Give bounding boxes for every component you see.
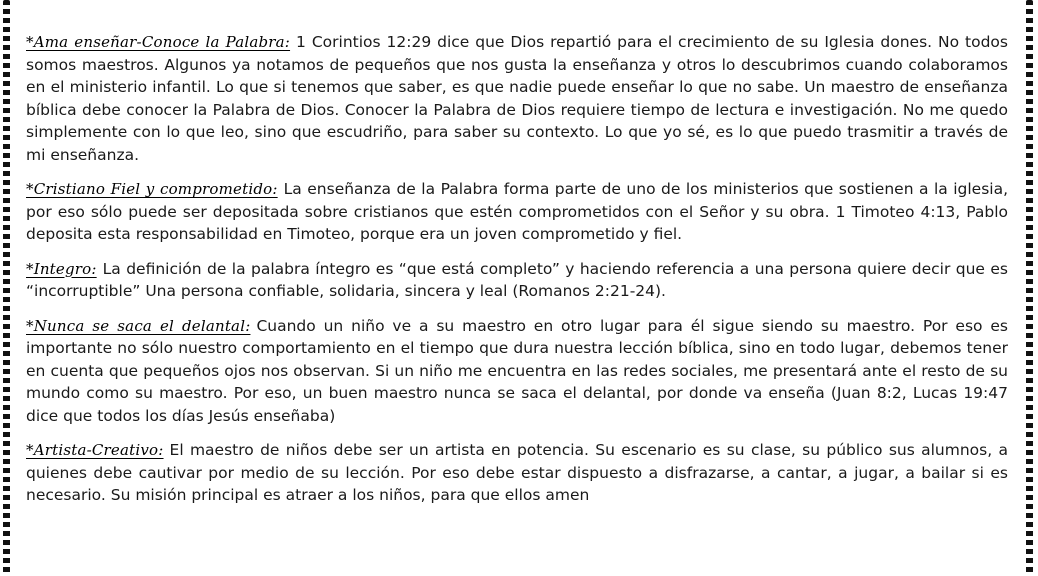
section-nunca-se-saca (26, 315, 1008, 428)
section-text: La definición de la palabra íntegro es “que está completo” y haciendo referencia a una persona quiere decir que es “incorruptible” Una persona confiable, solidaria, sincera y leal (Romanos 2:21-24). (26, 259, 1008, 300)
section-text: El maestro de niños debe ser un artista en potencia. Su escenario es su clase, su público sus alumnos, a quienes debe cautivar por medio de su lección. Por eso debe estar dispuesto a disfrazarse, a cantar, a jugar, a bailar si es necesario. Su misión principal es atraer a los niños, para que ellos amen (26, 441, 1008, 504)
section-text: Cuando un niño ve a su maestro en otro lugar para él sigue siendo su maestro. Por eso es importante no sólo nuestro comportamiento en el tiempo que dura nuestra lección bíblica, sino en todo lugar, debemos tener en cuenta que pequeños ojos nos observan. Si un niño me encuentra en las redes sociales, me presentará ante el resto de su mundo como su maestro. Por eso, un buen maestro nunca se saca el delantal, por donde va enseña (Juan 8:2, Lucas 19:47 dice que todos los días Jesús enseñaba) (26, 316, 1008, 425)
section-text: La enseñanza de la Palabra forma parte de uno de los ministerios que sostienen a la iglesia, por eso sólo puede ser depositada sobre cristianos que estén comprometidos con el Señor y su obra. 1 Timoteo 4:13, Pablo deposita esta responsabilidad en Timoteo, porque era un joven comprometido y fiel. (26, 180, 1009, 243)
section-heading: *Cristiano Fiel y comprometido: (26, 180, 278, 198)
section-integro (26, 258, 1008, 303)
section-heading: *Artista-Creativo: (26, 441, 164, 459)
right-dashed-border (1026, 0, 1033, 576)
section-ama-ensenar (26, 31, 1008, 166)
section-heading: *Nunca se saca el delantal: (26, 316, 251, 335)
section-cristiano-fiel (26, 178, 1008, 246)
left-dashed-border (3, 0, 10, 576)
document-body (26, 31, 1008, 507)
section-heading: *Ama enseñar-Conoce la Palabra: (26, 33, 291, 51)
section-text: 1 Corintios 12:29 dice que Dios repartió para el crecimiento de su Iglesia dones. No todos somos maestros. Algunos ya notamos de pequeños que nos gusta la enseñanza y otros lo descubrimos cuando colaboramos en el ministerio infantil. Lo que si tenemos que saber, es que nadie puede enseñar lo que no sabe. Un maestro de enseñanza bíblica debe conocer la Palabra de Dios. Conocer la Palabra de Dios requiere tiempo de lectura e investigación. No me quedo simplemente con lo que leo, sino que escudriño, para saber su contexto. Lo que yo sé, es lo que puedo trasmitir a través de mi enseñanza. (26, 33, 1008, 164)
section-artista-creativo (26, 439, 1008, 507)
section-heading: *Integro: (26, 259, 97, 278)
